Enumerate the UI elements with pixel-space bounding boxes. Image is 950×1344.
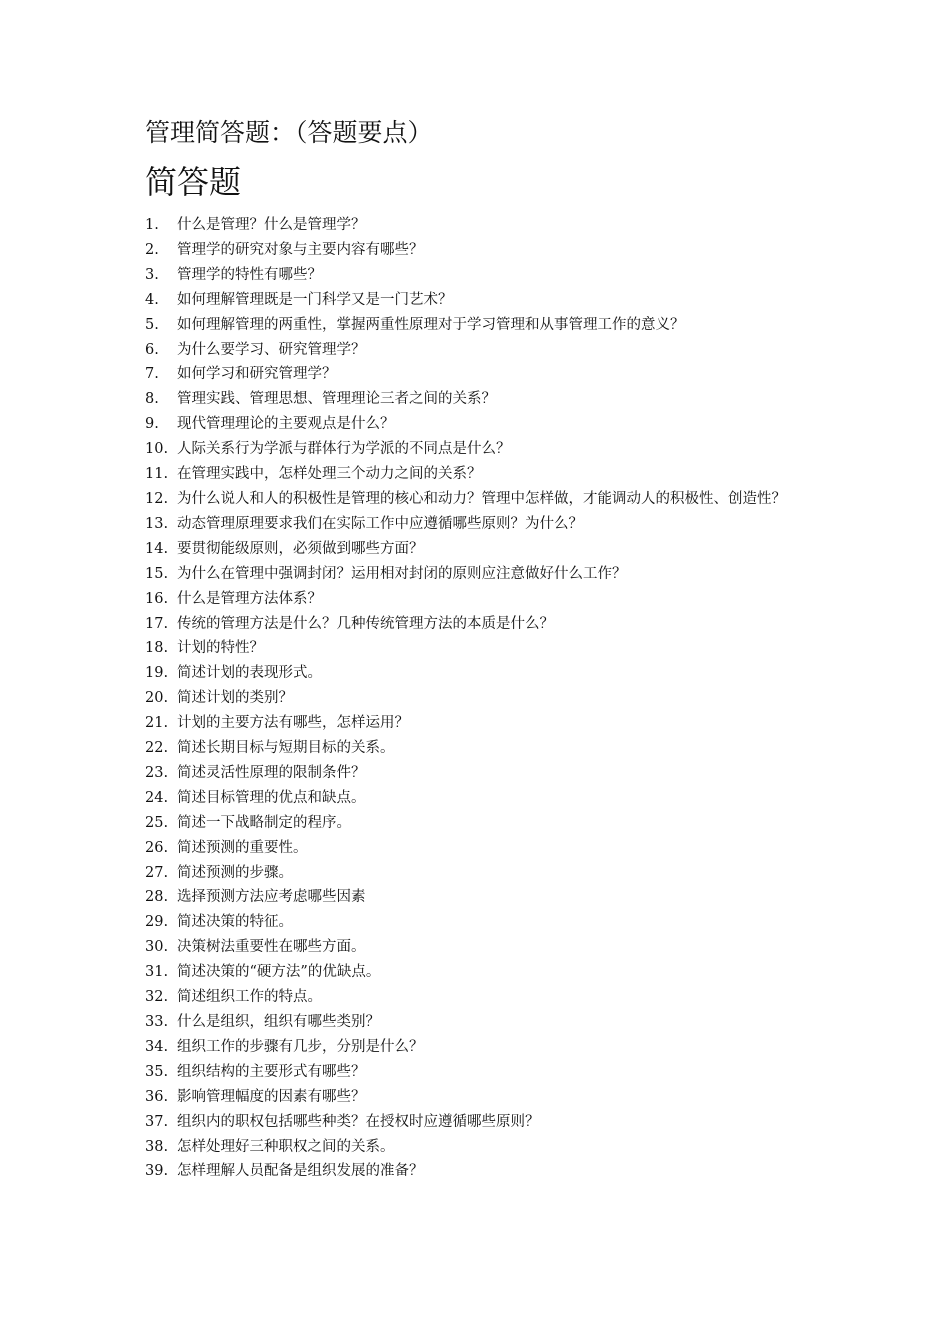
question-number: 38. bbox=[145, 1138, 169, 1155]
list-item bbox=[145, 960, 825, 985]
question-number: 23. bbox=[145, 764, 169, 781]
question-number: 14. bbox=[145, 540, 169, 557]
list-item bbox=[145, 512, 825, 537]
list-item bbox=[145, 686, 825, 711]
question-number: 17. bbox=[145, 615, 169, 632]
question-number: 2. bbox=[145, 241, 159, 258]
question-number: 1. bbox=[145, 217, 159, 233]
question-text: 什么是组织，组织有哪些类别？ bbox=[177, 1014, 380, 1030]
question-number: 36. bbox=[145, 1088, 169, 1105]
question-number: 12. bbox=[145, 490, 169, 507]
question-number: 8. bbox=[145, 391, 159, 408]
question-number: 31. bbox=[145, 964, 169, 981]
question-number: 15. bbox=[145, 565, 169, 582]
list-item bbox=[145, 263, 825, 288]
question-number: 39. bbox=[145, 1163, 169, 1180]
list-item bbox=[145, 437, 825, 462]
question-number: 11. bbox=[145, 466, 169, 483]
list-item bbox=[145, 1010, 825, 1035]
list-item bbox=[145, 537, 825, 562]
question-number: 18. bbox=[145, 640, 169, 657]
list-item bbox=[145, 910, 825, 935]
question-text: 决策树法重要性在哪些方面。 bbox=[177, 939, 366, 956]
question-text: 为什么在管理中强调封闭？运用相对封闭的原则应注意做好什么工作？ bbox=[177, 565, 627, 582]
question-text: 组织结构的主要形式有哪些？ bbox=[177, 1063, 366, 1080]
list-item bbox=[145, 861, 825, 886]
question-number: 16. bbox=[145, 590, 169, 607]
question-number: 29. bbox=[145, 914, 169, 931]
list-item bbox=[145, 1060, 825, 1085]
question-text: 如何理解管理的两重性，掌握两重性原理对于学习管理和从事管理工作的意义？ bbox=[177, 316, 685, 333]
question-text: 什么是管理方法体系？ bbox=[177, 590, 322, 607]
question-text: 简述决策的特征。 bbox=[177, 914, 293, 931]
question-number: 26. bbox=[145, 839, 169, 856]
question-text: 简述灵活性原理的限制条件？ bbox=[177, 764, 366, 781]
question-text: 组织工作的步骤有几步，分别是什么？ bbox=[177, 1038, 424, 1055]
question-text: 简述决策的“硬方法”的优缺点。 bbox=[177, 964, 381, 981]
question-number: 21. bbox=[145, 715, 169, 732]
question-number: 33. bbox=[145, 1014, 169, 1030]
question-number: 28. bbox=[145, 889, 169, 906]
question-number: 10. bbox=[145, 441, 169, 458]
list-item bbox=[145, 761, 825, 786]
question-list bbox=[145, 213, 825, 1184]
question-text: 组织内的职权包括哪些种类？在授权时应遵循哪些原则？ bbox=[177, 1113, 540, 1130]
list-item bbox=[145, 362, 825, 387]
question-text: 管理实践、管理思想、管理理论三者之间的关系？ bbox=[177, 391, 496, 408]
question-number: 35. bbox=[145, 1063, 169, 1080]
list-item bbox=[145, 313, 825, 338]
list-item bbox=[145, 238, 825, 263]
question-number: 22. bbox=[145, 740, 169, 757]
question-number: 19. bbox=[145, 665, 169, 682]
question-text: 在管理实践中，怎样处理三个动力之间的关系？ bbox=[177, 466, 482, 483]
list-item bbox=[145, 288, 825, 313]
list-item bbox=[145, 811, 825, 836]
question-number: 4. bbox=[145, 291, 159, 308]
list-item bbox=[145, 985, 825, 1010]
question-text: 计划的特性？ bbox=[177, 640, 264, 657]
list-item bbox=[145, 612, 825, 637]
list-item bbox=[145, 661, 825, 686]
list-item bbox=[145, 1135, 825, 1160]
list-item bbox=[145, 213, 825, 238]
question-text: 传统的管理方法是什么？几种传统管理方法的本质是什么？ bbox=[177, 615, 554, 632]
question-number: 34. bbox=[145, 1038, 169, 1055]
question-text: 管理学的特性有哪些？ bbox=[177, 266, 322, 283]
list-item bbox=[145, 1159, 825, 1184]
question-text: 简述一下战略制定的程序。 bbox=[177, 814, 351, 831]
question-text: 要贯彻能级原则，必须做到哪些方面？ bbox=[177, 540, 424, 557]
list-item bbox=[145, 935, 825, 960]
document-title: 管理简答题：（答题要点） bbox=[145, 118, 433, 147]
question-text: 怎样处理好三种职权之间的关系。 bbox=[177, 1138, 395, 1155]
list-item bbox=[145, 562, 825, 587]
question-number: 30. bbox=[145, 939, 169, 956]
list-item bbox=[145, 587, 825, 612]
question-number: 37. bbox=[145, 1113, 169, 1130]
question-number: 27. bbox=[145, 864, 169, 881]
list-item bbox=[145, 462, 825, 487]
question-text: 简述预测的重要性。 bbox=[177, 839, 308, 856]
question-text: 为什么说人和人的积极性是管理的核心和动力？管理中怎样做，才能调动人的积极性、创造性？ bbox=[177, 490, 786, 507]
list-item bbox=[145, 711, 825, 736]
question-number: 5. bbox=[145, 316, 159, 333]
question-text: 简述组织工作的特点。 bbox=[177, 989, 322, 1006]
question-text: 为什么要学习、研究管理学？ bbox=[177, 341, 366, 358]
list-item bbox=[145, 1110, 825, 1135]
question-text: 如何学习和研究管理学？ bbox=[177, 366, 337, 383]
question-text: 简述预测的步骤。 bbox=[177, 864, 293, 881]
question-number: 6. bbox=[145, 341, 159, 358]
question-text: 简述计划的类别？ bbox=[177, 690, 293, 707]
question-text: 人际关系行为学派与群体行为学派的不同点是什么？ bbox=[177, 441, 511, 458]
list-item bbox=[145, 338, 825, 363]
question-number: 32. bbox=[145, 989, 169, 1006]
question-text: 计划的主要方法有哪些，怎样运用？ bbox=[177, 715, 409, 732]
question-text: 简述长期目标与短期目标的关系。 bbox=[177, 740, 395, 757]
question-text: 什么是管理？什么是管理学？ bbox=[177, 217, 366, 233]
question-number: 13. bbox=[145, 515, 169, 532]
list-item bbox=[145, 885, 825, 910]
question-number: 9. bbox=[145, 416, 159, 433]
section-heading: 简答题 bbox=[145, 163, 242, 201]
question-text: 动态管理原理要求我们在实际工作中应遵循哪些原则？为什么？ bbox=[177, 515, 583, 532]
list-item bbox=[145, 1085, 825, 1110]
list-item bbox=[145, 786, 825, 811]
list-item bbox=[145, 412, 825, 437]
question-text: 现代管理理论的主要观点是什么？ bbox=[177, 416, 395, 433]
list-item bbox=[145, 636, 825, 661]
question-number: 7. bbox=[145, 366, 159, 383]
question-text: 如何理解管理既是一门科学又是一门艺术？ bbox=[177, 291, 453, 308]
list-item bbox=[145, 487, 825, 512]
list-item bbox=[145, 736, 825, 761]
question-number: 20. bbox=[145, 690, 169, 707]
question-text: 简述计划的表现形式。 bbox=[177, 665, 322, 682]
list-item bbox=[145, 387, 825, 412]
question-number: 3. bbox=[145, 266, 159, 283]
list-item bbox=[145, 836, 825, 861]
question-text: 管理学的研究对象与主要内容有哪些？ bbox=[177, 241, 424, 258]
question-text: 怎样理解人员配备是组织发展的准备？ bbox=[177, 1163, 424, 1180]
question-number: 25. bbox=[145, 814, 169, 831]
question-number: 24. bbox=[145, 789, 169, 806]
question-text: 影响管理幅度的因素有哪些？ bbox=[177, 1088, 366, 1105]
question-text: 简述目标管理的优点和缺点。 bbox=[177, 789, 366, 806]
question-text: 选择预测方法应考虑哪些因素 bbox=[177, 889, 366, 906]
list-item bbox=[145, 1035, 825, 1060]
